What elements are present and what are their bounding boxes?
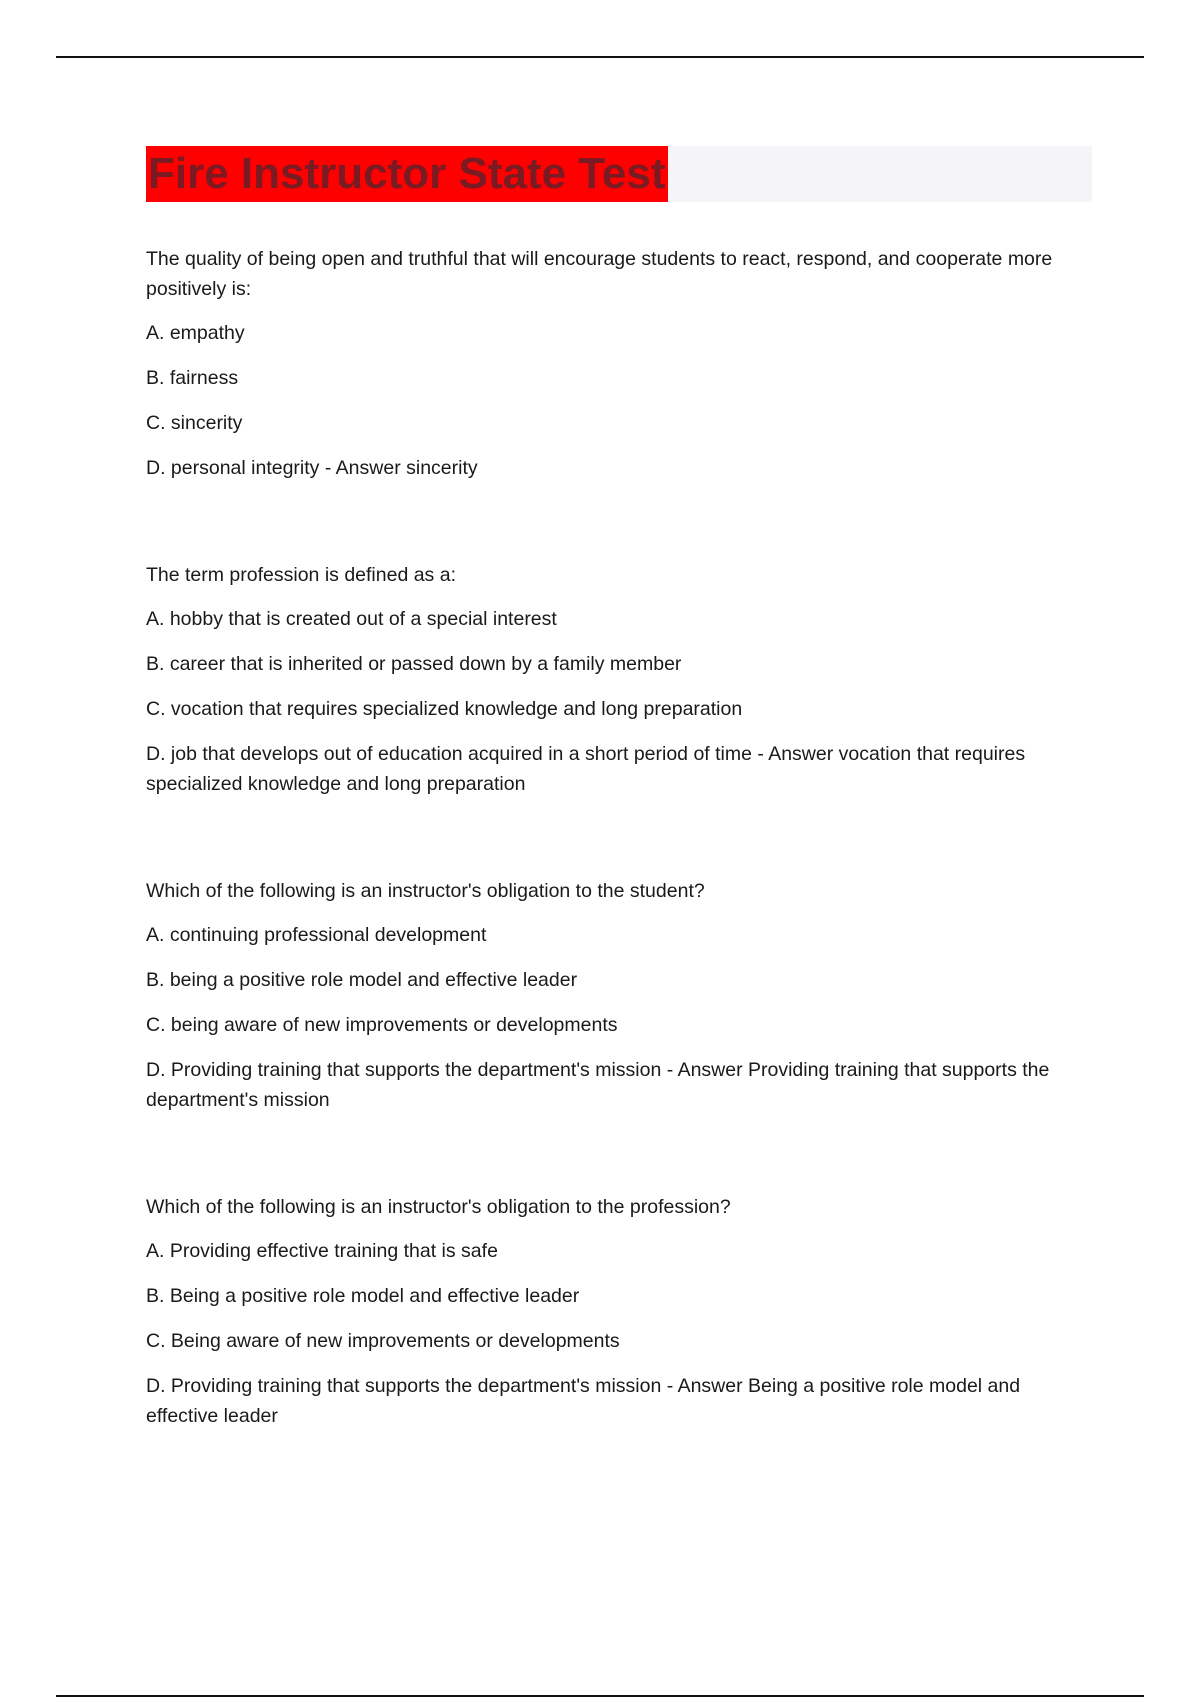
title-highlight — [146, 146, 668, 202]
question-text: Which of the following is an instructor's obligation to the profession? — [146, 1196, 731, 1218]
option-c: C. Being aware of new improvements or developments — [146, 1330, 620, 1352]
option-c: C. being aware of new improvements or developments — [146, 1014, 618, 1036]
option-b: B. Being a positive role model and effective leader — [146, 1285, 580, 1307]
question-1 — [146, 244, 1096, 483]
option-a: A. hobby that is created out of a special interest — [146, 608, 557, 630]
option-b: B. career that is inherited or passed down by a family member — [146, 653, 682, 675]
option-d-with-answer: D. personal integrity - Answer sincerity — [146, 457, 478, 479]
question-list — [146, 244, 1096, 1508]
question-text: Which of the following is an instructor's obligation to the student? — [146, 880, 705, 902]
document-title: Fire Instructor State Test — [148, 149, 666, 198]
question-2 — [146, 560, 1096, 799]
bottom-rule — [56, 1695, 1144, 1697]
option-d-with-answer: D. Providing training that supports the department's mission - Answer Being a positive role model and effective leader — [146, 1375, 1021, 1427]
option-a: A. empathy — [146, 322, 245, 344]
option-a: A. Providing effective training that is safe — [146, 1240, 498, 1262]
top-rule — [56, 56, 1144, 58]
question-3 — [146, 876, 1096, 1115]
option-c: C. sincerity — [146, 412, 243, 434]
option-b: B. fairness — [146, 367, 239, 389]
option-b: B. being a positive role model and effective leader — [146, 969, 578, 991]
option-d-with-answer: D. job that develops out of education acquired in a short period of time - Answer vocation that requires specialized knowledge and long preparation — [146, 743, 1026, 795]
question-text: The term profession is defined as a: — [146, 564, 456, 586]
option-c: C. vocation that requires specialized knowledge and long preparation — [146, 698, 743, 720]
question-text: The quality of being open and truthful that will encourage students to react, respond, and cooperate more positively is: — [146, 248, 1053, 300]
question-4 — [146, 1192, 1096, 1431]
option-d-with-answer: D. Providing training that supports the department's mission - Answer Providing training that supports the department's mission — [146, 1059, 1050, 1111]
option-a: A. continuing professional development — [146, 924, 487, 946]
